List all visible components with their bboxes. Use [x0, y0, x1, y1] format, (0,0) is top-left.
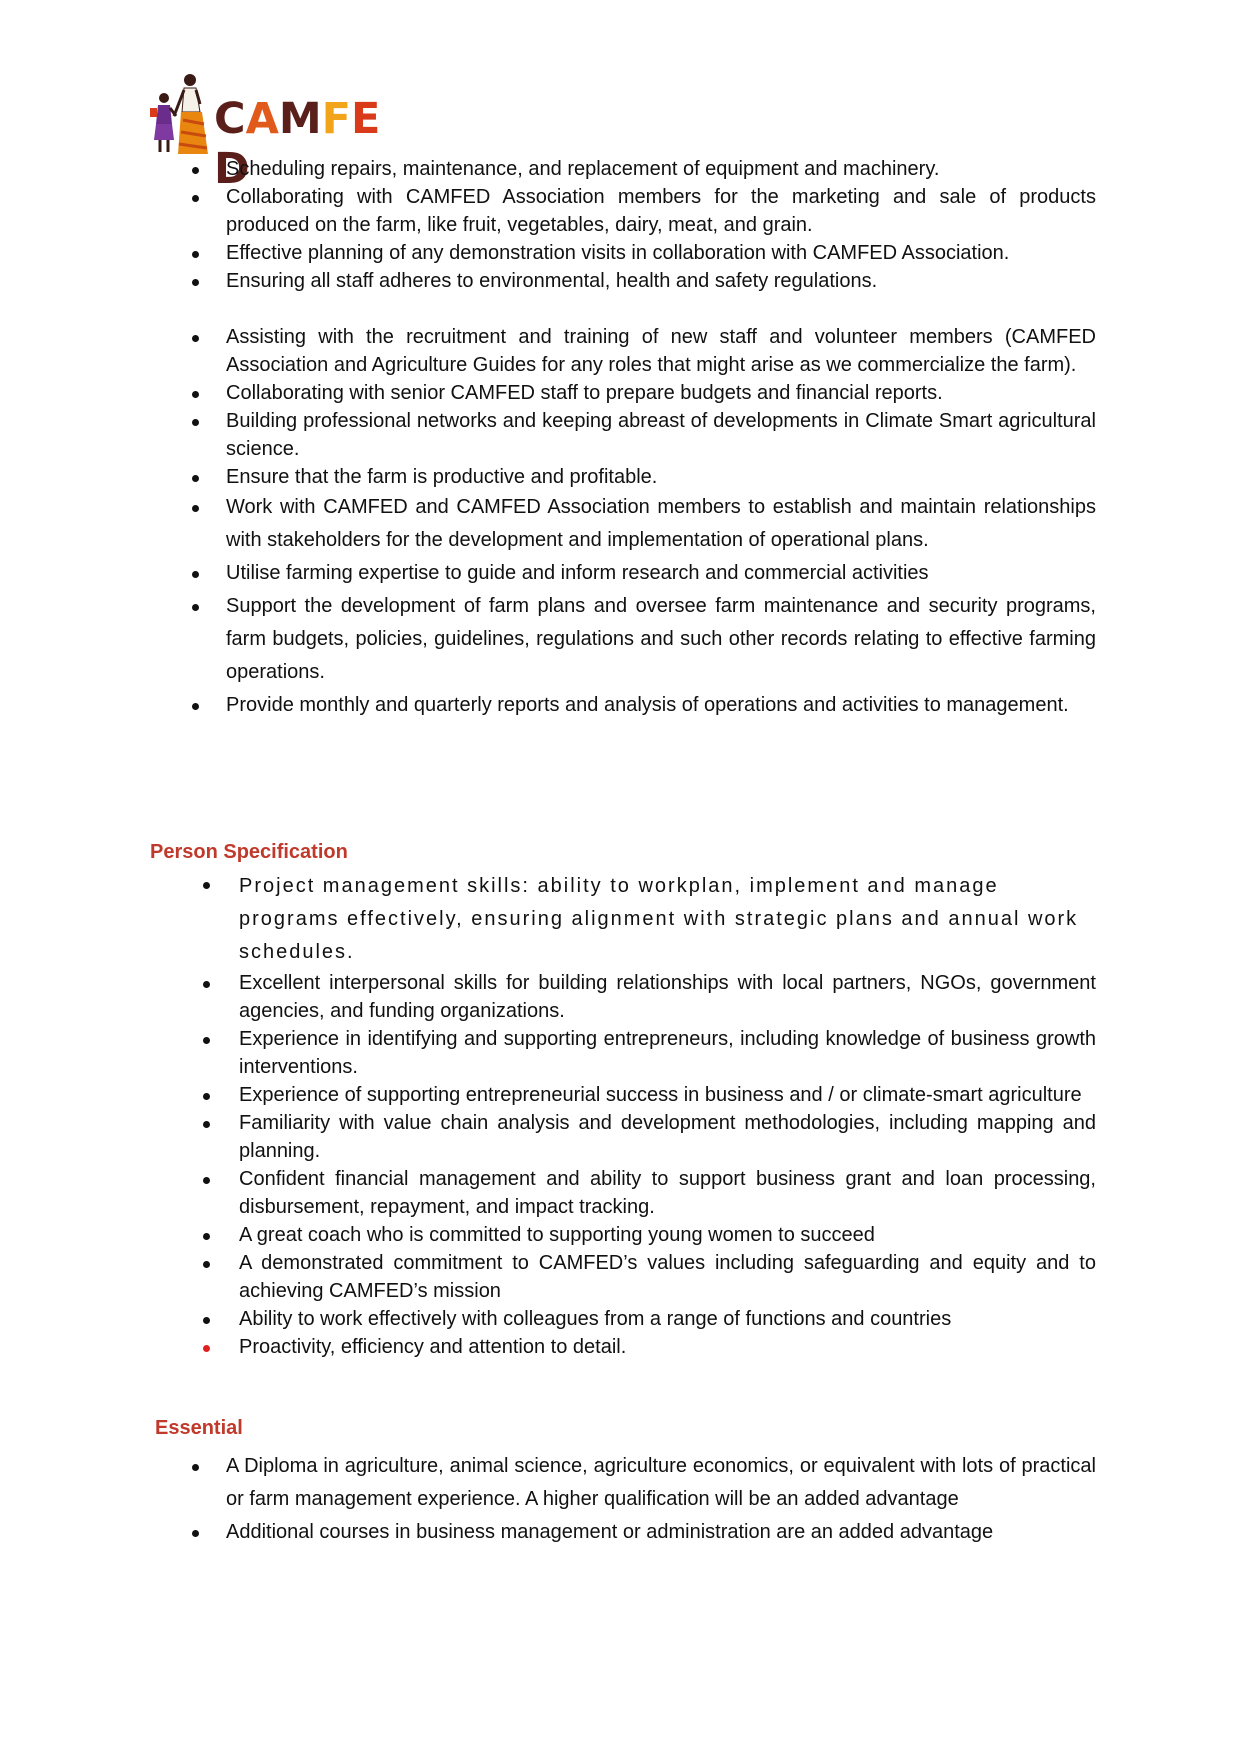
bullet-icon: [203, 1317, 210, 1324]
list-item: Collaborating with CAMFED Association members for the marketing and sale of products produced on the farm, like fruit, vegetables, dairy, meat, and grain.: [226, 183, 1096, 239]
bullet-icon: [203, 1233, 210, 1240]
bullet-icon: [203, 1093, 210, 1100]
list-item: Confident financial management and ability to support business grant and loan processing, disbursement, repayment, and impact tracking.: [239, 1165, 1096, 1221]
list-item: Additional courses in business management or administration are an added advantage: [226, 1516, 1096, 1549]
logo-letter: F: [321, 94, 352, 144]
logo-letter: C: [214, 94, 246, 144]
list-item: Support the development of farm plans and oversee farm maintenance and security programs, farm budgets, policies, guidelines, regulations and such other records relating to effective farming operations.: [226, 590, 1096, 689]
bullet-icon: [192, 251, 199, 258]
list-item: Provide monthly and quarterly reports and analysis of operations and activities to management.: [226, 689, 1096, 722]
list-item: Ability to work effectively with colleagues from a range of functions and countries: [239, 1305, 1096, 1333]
bullet-icon: [192, 419, 199, 426]
bullet-icon: [192, 703, 199, 710]
women-figures-icon: [148, 72, 218, 158]
list-item: Effective planning of any demonstration visits in collaboration with CAMFED Association.: [226, 239, 1096, 267]
list-item: Collaborating with senior CAMFED staff to prepare budgets and financial reports.: [226, 379, 1096, 407]
logo-letter: E: [351, 94, 381, 144]
bullet-icon: [203, 1121, 210, 1128]
logo-letter: D: [214, 144, 250, 194]
list-item: Scheduling repairs, maintenance, and replacement of equipment and machinery.: [226, 155, 1096, 183]
bullet-icon: [203, 1261, 210, 1268]
list-item: Utilise farming expertise to guide and inform research and commercial activities: [226, 557, 1096, 590]
person-specification-list: [239, 870, 1096, 1361]
bullet-icon: [203, 882, 210, 889]
bullet-icon: [192, 1530, 199, 1537]
section-heading: Essential: [155, 1417, 243, 1439]
bullet-icon: [192, 335, 199, 342]
logo-letter: M: [278, 94, 322, 144]
bullet-icon: [192, 475, 199, 482]
list-item: Experience in identifying and supporting entrepreneurs, including knowledge of business growth interventions.: [239, 1025, 1096, 1081]
list-item: Assisting with the recruitment and training of new staff and volunteer members (CAMFED Association and Agriculture Guides for any roles that might arise as we commercialize the farm).: [226, 323, 1096, 379]
list-item: Ensure that the farm is productive and profitable.: [226, 463, 1096, 491]
bullet-icon: [203, 981, 210, 988]
list-item: A demonstrated commitment to CAMFED’s values including safeguarding and equity and to achieving CAMFED’s mission: [239, 1249, 1096, 1305]
logo-letter: A: [245, 94, 279, 144]
list-item: A great coach who is committed to supporting young women to succeed: [239, 1221, 1096, 1249]
list-item: Experience of supporting entrepreneurial success in business and / or climate-smart agriculture: [239, 1081, 1096, 1109]
bullet-icon: [192, 571, 199, 578]
bullet-icon: [192, 279, 199, 286]
essential-list: [226, 1450, 1096, 1549]
list-item: Proactivity, efficiency and attention to detail.: [239, 1333, 1096, 1361]
bullet-icon: [203, 1177, 210, 1184]
list-item: Building professional networks and keeping abreast of developments in Climate Smart agricultural science.: [226, 407, 1096, 463]
list-item: Familiarity with value chain analysis and development methodologies, including mapping and planning.: [239, 1109, 1096, 1165]
list-item: Work with CAMFED and CAMFED Association members to establish and maintain relationships with stakeholders for the development and implementation of operational plans.: [226, 491, 1096, 557]
bullet-icon: [203, 1037, 210, 1044]
list-item: Excellent interpersonal skills for building relationships with local partners, NGOs, government agencies, and funding organizations.: [239, 969, 1096, 1025]
bullet-icon: [192, 195, 199, 202]
list-item: A Diploma in agriculture, animal science, agriculture economics, or equivalent with lots of practical or farm management experience. A higher qualification will be an added advantage: [226, 1450, 1096, 1516]
list-item: Ensuring all staff adheres to environmental, health and safety regulations.: [226, 267, 1096, 295]
bullet-icon: [192, 391, 199, 398]
bullet-icon: [192, 505, 199, 512]
bullet-icon: [192, 604, 199, 611]
list-item: Project management skills: ability to workplan, implement and manage programs effectively, ensuring alignment with strategic plans and annual work schedules.: [239, 870, 1096, 969]
bullet-icon: [192, 167, 199, 174]
responsibilities-list: [226, 155, 1096, 722]
section-heading: Person Specification: [150, 841, 348, 863]
bullet-icon: [192, 1464, 199, 1471]
bullet-icon-red: [203, 1345, 210, 1352]
camfed-logo: [148, 72, 408, 194]
